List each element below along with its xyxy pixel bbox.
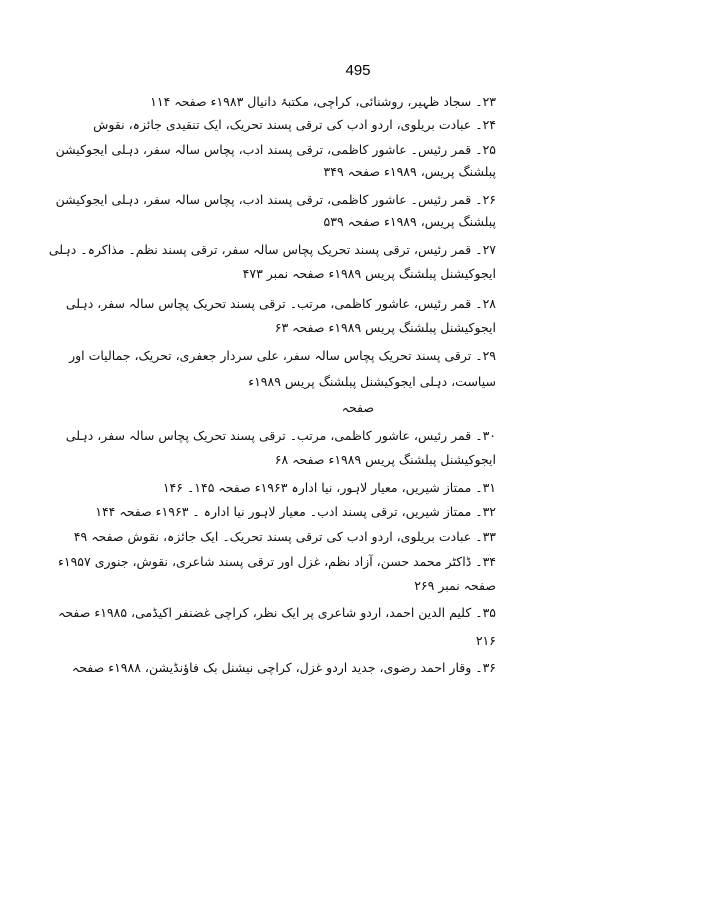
reference-continuation: پبلشنگ پریس، ۱۹۸۹ء صفحہ ۵۳۹ — [323, 214, 496, 229]
reference-continuation: پبلشنگ پریس، ۱۹۸۹ء صفحہ ۳۴۹ — [323, 164, 496, 179]
reference-line: ۲۹۔ ترقی پسند تحریک پچاس سالہ سفر، علی سردار جعفری، تحریک، جمالیات اور — [69, 348, 496, 363]
reference-line: ۲۸۔ قمر رئیس، عاشور کاظمی، مرتب۔ ترقی پسند تحریک پچاس سالہ سفر، دہلی — [65, 296, 496, 311]
reference-continuation: صفحہ — [341, 400, 374, 415]
reference-continuation: ۲۱۶ — [475, 633, 496, 648]
reference-line: ۳۰۔ قمر رئیس، عاشور کاظمی، مرتب۔ ترقی پسند تحریک پچاس سالہ سفر، دہلی — [65, 428, 496, 443]
reference-continuation: ایجوکیشنل پبلشنگ پریس ۱۹۸۹ء صفحہ ۶۸ — [274, 452, 496, 467]
reference-line: ۲۵۔ قمر رئیس۔ عاشور کاظمی، ترقی پسند ادب، پچاس سالہ سفر، دہلی ایجوکیشن — [55, 142, 496, 157]
reference-line: ۳۲۔ ممتاز شیریں، ترقی پسند ادب۔ معیار لاہور نیا ادارہ ۔ ۱۹۶۳ء صفحہ ۱۴۴ — [95, 504, 496, 519]
reference-line: ۲۴۔ عبادت بریلوی، اردو ادب کی ترقی پسند تحریک، ایک تنقیدی جائزہ، نقوش — [93, 117, 496, 132]
reference-line: ۳۳۔ عبادت بریلوی، اردو ادب کی ترقی پسند تحریک۔ ایک جائزہ، نقوش صفحہ ۴۹ — [73, 529, 496, 544]
reference-line: ۲۳۔ سجاد ظہیر، روشنائی، کراچی، مکتبۂ دانیال ۱۹۸۳ء صفحہ ۱۱۴ — [150, 94, 496, 109]
reference-continuation: صفحہ نمبر ۲۶۹ — [414, 578, 496, 593]
reference-continuation: سیاست، دہلی ایجوکیشنل پبلشنگ پریس ۱۹۸۹ء — [248, 374, 496, 389]
reference-line: ۲۷۔ قمر رئیس، ترقی پسند تحریک پچاس سالہ سفر، ترقی پسند نظم۔ مذاکرہ۔ دہلی — [48, 242, 496, 257]
reference-line: ۳۴۔ ڈاکٹر محمد حسن، آزاد نظم، غزل اور ترقی پسند شاعری، نقوش، جنوری ۱۹۵۷ء — [57, 554, 496, 569]
reference-line: ۲۶۔ قمر رئیس۔ عاشور کاظمی، ترقی پسند ادب، پچاس سالہ سفر، دہلی ایجوکیشن — [55, 192, 496, 207]
reference-continuation: ایجوکیشنل پبلشنگ پریس ۱۹۸۹ء صفحہ ۶۳ — [274, 320, 496, 335]
page-number: 495 — [345, 62, 371, 79]
reference-line: ۳۱۔ ممتاز شیریں، معیار لاہور، نیا ادارہ ۱۹۶۳ء صفحہ ۱۴۵۔ ۱۴۶ — [162, 480, 496, 495]
reference-continuation: ایجوکیشنل پبلشنگ پریس ۱۹۸۹ء صفحہ نمبر ۴۷۳ — [242, 266, 496, 281]
reference-line: ۳۶۔ وقار احمد رضوی، جدید اردو غزل، کراچی نیشنل بک فاؤنڈیشن، ۱۹۸۸ء صفحہ — [71, 660, 496, 675]
reference-line: ۳۵۔ کلیم الدین احمد، اردو شاعری پر ایک نظر، کراچی غضنفر اکیڈمی، ۱۹۸۵ء صفحہ — [58, 605, 496, 620]
